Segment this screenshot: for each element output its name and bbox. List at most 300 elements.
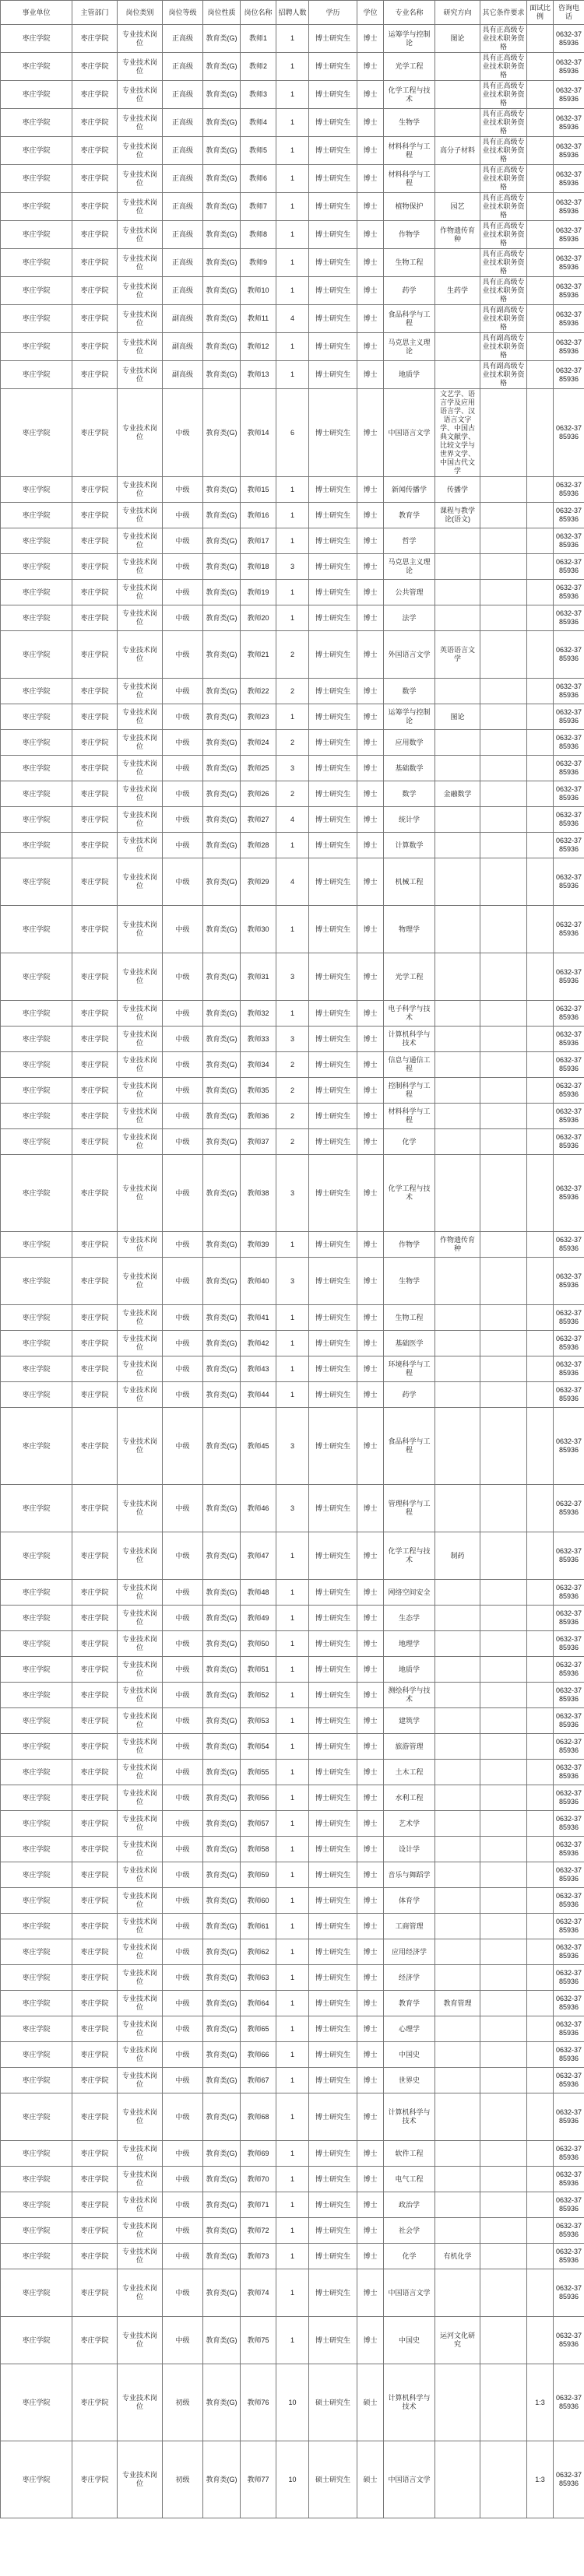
level-cell: 中级 [163,2042,203,2068]
post-name-cell: 教师12 [241,333,276,361]
table-row [1,249,584,277]
table-row [1,1965,584,1991]
nature-cell: 教育类(G) [203,503,241,528]
unit-cell: 枣庄学院 [1,554,72,580]
unit-cell: 枣庄学院 [1,1683,72,1708]
level-cell: 中级 [163,1232,203,1258]
post-name-cell: 教师63 [241,1965,276,1991]
level-cell: 中级 [163,2016,203,2042]
category-cell: 专业技术岗位 [118,730,163,756]
post-name-cell: 教师43 [241,1356,276,1382]
ratio-cell [527,1631,554,1657]
major-cell: 运筹学与控制论 [384,25,435,53]
category-cell: 专业技术岗位 [118,1837,163,1862]
category-cell: 专业技术岗位 [118,906,163,953]
ratio-cell [527,1657,554,1683]
post-name-cell: 教师61 [241,1914,276,1939]
dept-cell: 枣庄学院 [72,137,118,165]
category-cell: 专业技术岗位 [118,1606,163,1631]
table-row [1,1408,584,1485]
direction-cell [435,756,480,781]
ratio-cell [527,193,554,221]
table-row [1,1606,584,1631]
phone-cell: 0632-3785936 [554,2167,584,2192]
ratio-cell [527,756,554,781]
phone-cell: 0632-3785936 [554,1760,584,1785]
count-cell: 1 [276,833,309,858]
unit-cell: 枣庄学院 [1,679,72,704]
degree-cell: 博士 [357,1811,384,1837]
ratio-cell [527,679,554,704]
other-req-cell [480,1078,527,1104]
count-cell: 1 [276,528,309,554]
other-req-cell [480,1305,527,1331]
category-cell: 专业技术岗位 [118,2244,163,2269]
phone-cell: 0632-3785936 [554,605,584,631]
other-req-cell [480,1052,527,1078]
count-cell: 1 [276,1356,309,1382]
count-cell: 1 [276,605,309,631]
level-cell: 中级 [163,1811,203,1837]
ratio-cell [527,580,554,605]
direction-cell: 英语语言文学 [435,631,480,679]
direction-cell: 有机化学 [435,2244,480,2269]
level-cell: 中级 [163,389,203,477]
category-cell: 专业技术岗位 [118,137,163,165]
table-row [1,1760,584,1785]
education-cell: 博士研究生 [309,2218,357,2244]
post-name-cell: 教师53 [241,1708,276,1734]
phone-cell: 0632-3785936 [554,1232,584,1258]
post-name-cell: 教师45 [241,1408,276,1485]
other-req-cell [480,2218,527,2244]
count-cell: 1 [276,25,309,53]
major-cell: 土木工程 [384,1760,435,1785]
unit-cell: 枣庄学院 [1,1027,72,1052]
dept-cell: 枣庄学院 [72,2167,118,2192]
post-name-cell: 教师66 [241,2042,276,2068]
category-cell: 专业技术岗位 [118,554,163,580]
level-cell: 正高级 [163,25,203,53]
nature-cell: 教育类(G) [203,679,241,704]
education-cell: 博士研究生 [309,1785,357,1811]
major-cell: 计算机科学与技术 [384,1027,435,1052]
level-cell: 中级 [163,756,203,781]
ratio-cell [527,1862,554,1888]
ratio-cell [527,858,554,906]
phone-cell: 0632-3785936 [554,109,584,137]
unit-cell: 枣庄学院 [1,2269,72,2317]
degree-cell: 博士 [357,1888,384,1914]
dept-cell: 枣庄学院 [72,2269,118,2317]
education-cell: 博士研究生 [309,2317,357,2364]
category-cell: 专业技术岗位 [118,1862,163,1888]
phone-cell: 0632-3785936 [554,137,584,165]
ratio-cell [527,389,554,477]
table-row [1,1232,584,1258]
dept-cell: 枣庄学院 [72,679,118,704]
post-name-cell: 教师72 [241,2218,276,2244]
ratio-cell [527,1708,554,1734]
post-name-cell: 教师22 [241,679,276,704]
table-row [1,1078,584,1104]
count-cell: 1 [276,1382,309,1408]
dept-cell: 枣庄学院 [72,858,118,906]
direction-cell [435,2042,480,2068]
degree-cell: 博士 [357,605,384,631]
direction-cell [435,333,480,361]
post-name-cell: 教师56 [241,1785,276,1811]
table-row [1,2364,584,2441]
table-row [1,1939,584,1965]
other-req-cell [480,2141,527,2167]
education-cell: 博士研究生 [309,1532,357,1580]
post-name-cell: 教师27 [241,807,276,833]
degree-cell: 博士 [357,2269,384,2317]
phone-cell: 0632-3785936 [554,1532,584,1580]
dept-cell: 枣庄学院 [72,1657,118,1683]
major-cell: 建筑学 [384,1708,435,1734]
count-cell: 1 [276,1001,309,1027]
degree-cell: 博士 [357,1606,384,1631]
dept-cell: 枣庄学院 [72,605,118,631]
other-req-cell [480,631,527,679]
ratio-cell [527,2218,554,2244]
unit-cell: 枣庄学院 [1,2141,72,2167]
education-cell: 博士研究生 [309,1078,357,1104]
level-cell: 中级 [163,730,203,756]
nature-cell: 教育类(G) [203,1001,241,1027]
degree-cell: 博士 [357,1631,384,1657]
level-cell: 中级 [163,1408,203,1485]
table-row [1,1683,584,1708]
ratio-cell [527,1052,554,1078]
nature-cell: 教育类(G) [203,2192,241,2218]
category-cell: 专业技术岗位 [118,305,163,333]
dept-cell: 枣庄学院 [72,580,118,605]
degree-cell: 博士 [357,1331,384,1356]
dept-cell: 枣庄学院 [72,2093,118,2141]
education-cell: 博士研究生 [309,2141,357,2167]
unit-cell: 枣庄学院 [1,277,72,305]
education-cell: 博士研究生 [309,1888,357,1914]
ratio-cell: 1:3 [527,2364,554,2441]
post-name-cell: 教师1 [241,25,276,53]
column-header: 主管部门 [72,1,118,25]
other-req-cell [480,1331,527,1356]
nature-cell: 教育类(G) [203,1837,241,1862]
unit-cell: 枣庄学院 [1,1606,72,1631]
other-req-cell: 具有正高级专业技术职务资格 [480,53,527,81]
dept-cell: 枣庄学院 [72,1785,118,1811]
phone-cell: 0632-3785936 [554,277,584,305]
unit-cell: 枣庄学院 [1,2167,72,2192]
count-cell: 1 [276,221,309,249]
education-cell: 博士研究生 [309,781,357,807]
nature-cell: 教育类(G) [203,2218,241,2244]
degree-cell: 博士 [357,1258,384,1305]
major-cell: 生物工程 [384,1305,435,1331]
dept-cell: 枣庄学院 [72,2042,118,2068]
post-name-cell: 教师39 [241,1232,276,1258]
nature-cell: 教育类(G) [203,2068,241,2093]
degree-cell: 博士 [357,1785,384,1811]
unit-cell: 枣庄学院 [1,305,72,333]
table-row [1,807,584,833]
major-cell: 数学 [384,781,435,807]
degree-cell: 博士 [357,906,384,953]
table-row [1,1155,584,1232]
major-cell: 信息与通信工程 [384,1052,435,1078]
other-req-cell [480,2016,527,2042]
nature-cell: 教育类(G) [203,580,241,605]
category-cell: 专业技术岗位 [118,2141,163,2167]
nature-cell: 教育类(G) [203,631,241,679]
degree-cell: 博士 [357,2141,384,2167]
nature-cell: 教育类(G) [203,277,241,305]
degree-cell: 博士 [357,1837,384,1862]
unit-cell: 枣庄学院 [1,953,72,1001]
degree-cell: 博士 [357,1760,384,1785]
category-cell: 专业技术岗位 [118,781,163,807]
nature-cell: 教育类(G) [203,25,241,53]
direction-cell [435,2441,480,2518]
phone-cell: 0632-3785936 [554,53,584,81]
column-header: 面试比例 [527,1,554,25]
other-req-cell: 具有正高级专业技术职务资格 [480,277,527,305]
major-cell: 音乐与舞蹈学 [384,1862,435,1888]
nature-cell: 教育类(G) [203,81,241,109]
direction-cell: 金融数学 [435,781,480,807]
dept-cell: 枣庄学院 [72,109,118,137]
degree-cell: 博士 [357,361,384,389]
level-cell: 中级 [163,1888,203,1914]
degree-cell: 博士 [357,1708,384,1734]
post-name-cell: 教师18 [241,554,276,580]
other-req-cell [480,1657,527,1683]
count-cell: 1 [276,580,309,605]
direction-cell [435,1382,480,1408]
ratio-cell [527,2317,554,2364]
direction-cell [435,2364,480,2441]
other-req-cell [480,704,527,730]
nature-cell: 教育类(G) [203,305,241,333]
direction-cell [435,1657,480,1683]
major-cell: 药学 [384,1382,435,1408]
major-cell: 公共管理 [384,580,435,605]
category-cell: 专业技术岗位 [118,1888,163,1914]
post-name-cell: 教师16 [241,503,276,528]
degree-cell: 博士 [357,1305,384,1331]
dept-cell: 枣庄学院 [72,477,118,503]
phone-cell: 0632-3785936 [554,704,584,730]
unit-cell: 枣庄学院 [1,1078,72,1104]
unit-cell: 枣庄学院 [1,25,72,53]
education-cell: 博士研究生 [309,1001,357,1027]
level-cell: 中级 [163,1532,203,1580]
unit-cell: 枣庄学院 [1,1258,72,1305]
count-cell: 1 [276,1939,309,1965]
degree-cell: 博士 [357,580,384,605]
major-cell: 生物学 [384,109,435,137]
degree-cell: 博士 [357,249,384,277]
ratio-cell [527,1485,554,1532]
table-row [1,781,584,807]
count-cell: 1 [276,2016,309,2042]
unit-cell: 枣庄学院 [1,1914,72,1939]
direction-cell: 作物遗传育种 [435,1232,480,1258]
level-cell: 中级 [163,906,203,953]
post-name-cell: 教师65 [241,2016,276,2042]
direction-cell [435,1785,480,1811]
dept-cell: 枣庄学院 [72,361,118,389]
post-name-cell: 教师48 [241,1580,276,1606]
post-name-cell: 教师49 [241,1606,276,1631]
table-row [1,528,584,554]
ratio-cell [527,277,554,305]
education-cell: 硕士研究生 [309,2441,357,2518]
level-cell: 中级 [163,2068,203,2093]
table-row [1,554,584,580]
count-cell: 1 [276,2068,309,2093]
major-cell: 基础数学 [384,756,435,781]
table-row [1,221,584,249]
other-req-cell [480,580,527,605]
unit-cell: 枣庄学院 [1,1532,72,1580]
other-req-cell: 具有副高级专业技术职务资格 [480,305,527,333]
other-req-cell: 具有正高级专业技术职务资格 [480,81,527,109]
major-cell: 中国语言文学 [384,2441,435,2518]
major-cell: 工商管理 [384,1914,435,1939]
degree-cell: 博士 [357,1104,384,1129]
education-cell: 博士研究生 [309,1305,357,1331]
ratio-cell [527,1356,554,1382]
post-name-cell: 教师8 [241,221,276,249]
direction-cell [435,53,480,81]
phone-cell: 0632-3785936 [554,2364,584,2441]
ratio-cell [527,333,554,361]
nature-cell: 教育类(G) [203,1965,241,1991]
ratio-cell [527,906,554,953]
unit-cell: 枣庄学院 [1,503,72,528]
category-cell: 专业技术岗位 [118,1991,163,2016]
category-cell: 专业技术岗位 [118,1356,163,1382]
education-cell: 博士研究生 [309,1837,357,1862]
major-cell: 测绘科学与技术 [384,1683,435,1708]
degree-cell: 博士 [357,1356,384,1382]
direction-cell [435,730,480,756]
other-req-cell [480,807,527,833]
phone-cell: 0632-3785936 [554,679,584,704]
other-req-cell [480,2192,527,2218]
column-header: 岗位名称 [241,1,276,25]
ratio-cell [527,165,554,193]
nature-cell: 教育类(G) [203,165,241,193]
unit-cell: 枣庄学院 [1,781,72,807]
degree-cell: 博士 [357,503,384,528]
phone-cell: 0632-3785936 [554,1991,584,2016]
count-cell: 1 [276,1532,309,1580]
ratio-cell [527,781,554,807]
table-row [1,2093,584,2141]
phone-cell: 0632-3785936 [554,1258,584,1305]
other-req-cell [480,781,527,807]
nature-cell: 教育类(G) [203,193,241,221]
count-cell: 3 [276,1485,309,1532]
dept-cell: 枣庄学院 [72,333,118,361]
dept-cell: 枣庄学院 [72,631,118,679]
education-cell: 博士研究生 [309,2192,357,2218]
count-cell: 3 [276,1155,309,1232]
direction-cell [435,2218,480,2244]
count-cell: 2 [276,1052,309,1078]
level-cell: 中级 [163,1027,203,1052]
unit-cell: 枣庄学院 [1,2192,72,2218]
nature-cell: 教育类(G) [203,1408,241,1485]
post-name-cell: 教师58 [241,1837,276,1862]
table-row [1,2192,584,2218]
level-cell: 中级 [163,580,203,605]
count-cell: 1 [276,1683,309,1708]
level-cell: 中级 [163,1258,203,1305]
level-cell: 中级 [163,679,203,704]
category-cell: 专业技术岗位 [118,1914,163,1939]
level-cell: 中级 [163,1606,203,1631]
table-row [1,2218,584,2244]
unit-cell: 枣庄学院 [1,165,72,193]
ratio-cell [527,1408,554,1485]
level-cell: 中级 [163,1078,203,1104]
dept-cell: 枣庄学院 [72,277,118,305]
dept-cell: 枣庄学院 [72,528,118,554]
category-cell: 专业技术岗位 [118,953,163,1001]
phone-cell: 0632-3785936 [554,1631,584,1657]
dept-cell: 枣庄学院 [72,2068,118,2093]
table-row [1,1356,584,1382]
count-cell: 2 [276,1078,309,1104]
level-cell: 中级 [163,1760,203,1785]
category-cell: 专业技术岗位 [118,2093,163,2141]
education-cell: 博士研究生 [309,1356,357,1382]
major-cell: 中国史 [384,2317,435,2364]
education-cell: 博士研究生 [309,2068,357,2093]
other-req-cell [480,1631,527,1657]
phone-cell: 0632-3785936 [554,1356,584,1382]
category-cell: 专业技术岗位 [118,1939,163,1965]
table-row [1,1258,584,1305]
category-cell: 专业技术岗位 [118,2192,163,2218]
table-row [1,2167,584,2192]
ratio-cell [527,1155,554,1232]
major-cell: 教育学 [384,503,435,528]
category-cell: 专业技术岗位 [118,193,163,221]
unit-cell: 枣庄学院 [1,477,72,503]
nature-cell: 教育类(G) [203,1305,241,1331]
direction-cell [435,165,480,193]
other-req-cell [480,1683,527,1708]
post-name-cell: 教师32 [241,1001,276,1027]
phone-cell: 0632-3785936 [554,2192,584,2218]
major-cell: 物理学 [384,906,435,953]
major-cell: 地质学 [384,1657,435,1683]
education-cell: 博士研究生 [309,1991,357,2016]
direction-cell [435,1580,480,1606]
education-cell: 博士研究生 [309,1631,357,1657]
post-name-cell: 教师11 [241,305,276,333]
ratio-cell [527,361,554,389]
ratio-cell [527,1837,554,1862]
phone-cell: 0632-3785936 [554,1052,584,1078]
